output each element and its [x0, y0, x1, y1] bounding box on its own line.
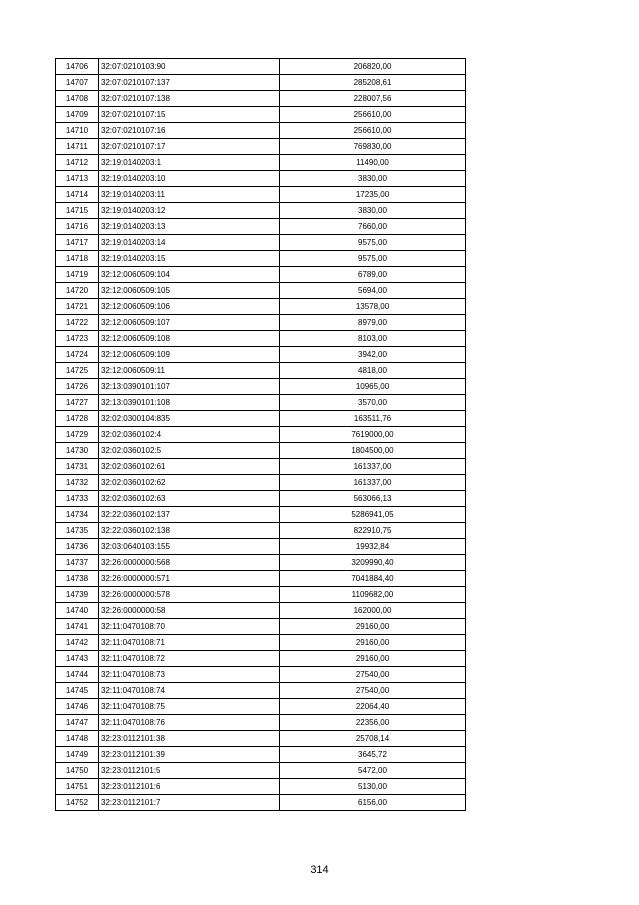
row-number-cell: 14710: [56, 123, 99, 139]
value-cell: 228007,56: [280, 91, 466, 107]
value-cell: 5472,00: [280, 763, 466, 779]
table-row: [56, 459, 466, 475]
row-number-cell: 14739: [56, 587, 99, 603]
table-row: [56, 539, 466, 555]
table-row: [56, 443, 466, 459]
cadastral-number-cell: 32:19:0140203:11: [99, 187, 280, 203]
row-number-cell: 14726: [56, 379, 99, 395]
table-row: [56, 347, 466, 363]
table-row: [56, 555, 466, 571]
row-number-cell: 14748: [56, 731, 99, 747]
table-row: [56, 427, 466, 443]
table-row: [56, 203, 466, 219]
cadastral-number-cell: 32:02:0360102:5: [99, 443, 280, 459]
table-row: [56, 267, 466, 283]
cadastral-number-cell: 32:12:0060509:107: [99, 315, 280, 331]
table-row: [56, 315, 466, 331]
cadastral-number-cell: 32:23:0112101:7: [99, 795, 280, 811]
row-number-cell: 14728: [56, 411, 99, 427]
table-row: [56, 331, 466, 347]
table-row: [56, 651, 466, 667]
table-row: [56, 475, 466, 491]
value-cell: 9575,00: [280, 251, 466, 267]
row-number-cell: 14706: [56, 59, 99, 75]
value-cell: 19932,84: [280, 539, 466, 555]
value-cell: 7660,00: [280, 219, 466, 235]
value-cell: 8103,00: [280, 331, 466, 347]
table-row: [56, 587, 466, 603]
row-number-cell: 14752: [56, 795, 99, 811]
row-number-cell: 14745: [56, 683, 99, 699]
row-number-cell: 14732: [56, 475, 99, 491]
row-number-cell: 14743: [56, 651, 99, 667]
cadastral-number-cell: 32:07:0210107:16: [99, 123, 280, 139]
value-cell: 162000,00: [280, 603, 466, 619]
value-cell: 6156,00: [280, 795, 466, 811]
value-cell: 27540,00: [280, 683, 466, 699]
cadastral-number-cell: 32:07:0210107:17: [99, 139, 280, 155]
table-row: [56, 683, 466, 699]
value-cell: 769830,00: [280, 139, 466, 155]
cadastral-number-cell: 32:19:0140203:14: [99, 235, 280, 251]
value-cell: 822910,75: [280, 523, 466, 539]
value-cell: 285208,61: [280, 75, 466, 91]
row-number-cell: 14711: [56, 139, 99, 155]
table-row: [56, 123, 466, 139]
cadastral-number-cell: 32:26:0000000:578: [99, 587, 280, 603]
row-number-cell: 14735: [56, 523, 99, 539]
table-row: [56, 91, 466, 107]
table-row: [56, 187, 466, 203]
value-cell: 3830,00: [280, 171, 466, 187]
cadastral-number-cell: 32:26:0000000:568: [99, 555, 280, 571]
value-cell: 8979,00: [280, 315, 466, 331]
table-row: [56, 491, 466, 507]
cadastral-number-cell: 32:23:0112101:39: [99, 747, 280, 763]
cadastral-number-cell: 32:12:0060509:106: [99, 299, 280, 315]
cadastral-number-cell: 32:07:0210107:15: [99, 107, 280, 123]
row-number-cell: 14708: [56, 91, 99, 107]
value-cell: 29160,00: [280, 635, 466, 651]
table-row: [56, 635, 466, 651]
row-number-cell: 14715: [56, 203, 99, 219]
value-cell: 17235,00: [280, 187, 466, 203]
cadastral-number-cell: 32:19:0140203:13: [99, 219, 280, 235]
table-row: [56, 571, 466, 587]
value-cell: 5130,00: [280, 779, 466, 795]
table-row: [56, 155, 466, 171]
table-row: [56, 507, 466, 523]
row-number-cell: 14725: [56, 363, 99, 379]
table-row: [56, 283, 466, 299]
row-number-cell: 14744: [56, 667, 99, 683]
table-row: [56, 107, 466, 123]
cadastral-number-cell: 32:12:0060509:11: [99, 363, 280, 379]
cadastral-number-cell: 32:19:0140203:1: [99, 155, 280, 171]
row-number-cell: 14738: [56, 571, 99, 587]
cadastral-number-cell: 32:02:0360102:63: [99, 491, 280, 507]
page-number: 314: [310, 864, 329, 876]
row-number-cell: 14719: [56, 267, 99, 283]
table-row: [56, 171, 466, 187]
table-row: [56, 219, 466, 235]
cadastral-number-cell: 32:13:0390101:108: [99, 395, 280, 411]
row-number-cell: 14746: [56, 699, 99, 715]
cadastral-number-cell: 32:23:0112101:38: [99, 731, 280, 747]
row-number-cell: 14707: [56, 75, 99, 91]
value-cell: 29160,00: [280, 651, 466, 667]
cadastral-number-cell: 32:02:0360102:61: [99, 459, 280, 475]
table-row: [56, 715, 466, 731]
table-row: [56, 251, 466, 267]
value-cell: 9575,00: [280, 235, 466, 251]
row-number-cell: 14741: [56, 619, 99, 635]
value-cell: 163511,76: [280, 411, 466, 427]
value-cell: 161337,00: [280, 459, 466, 475]
table-row: [56, 699, 466, 715]
value-cell: 5286941,05: [280, 507, 466, 523]
cadastral-number-cell: 32:19:0140203:10: [99, 171, 280, 187]
cadastral-number-cell: 32:11:0470108:74: [99, 683, 280, 699]
table-row: [56, 59, 466, 75]
table-row: [56, 299, 466, 315]
cadastral-number-cell: 32:02:0360102:62: [99, 475, 280, 491]
table-row: [56, 667, 466, 683]
cadastral-number-cell: 32:11:0470108:71: [99, 635, 280, 651]
data-table: [55, 58, 466, 811]
row-number-cell: 14727: [56, 395, 99, 411]
table-row: [56, 795, 466, 811]
row-number-cell: 14722: [56, 315, 99, 331]
row-number-cell: 14712: [56, 155, 99, 171]
row-number-cell: 14733: [56, 491, 99, 507]
cadastral-number-cell: 32:26:0000000:571: [99, 571, 280, 587]
value-cell: 206820,00: [280, 59, 466, 75]
value-cell: 6789,00: [280, 267, 466, 283]
cadastral-number-cell: 32:12:0060509:108: [99, 331, 280, 347]
row-number-cell: 14737: [56, 555, 99, 571]
row-number-cell: 14734: [56, 507, 99, 523]
cadastral-number-cell: 32:11:0470108:76: [99, 715, 280, 731]
value-cell: 256610,00: [280, 123, 466, 139]
value-cell: 1804500,00: [280, 443, 466, 459]
cadastral-number-cell: 32:12:0060509:109: [99, 347, 280, 363]
table-row: [56, 379, 466, 395]
value-cell: 563066,13: [280, 491, 466, 507]
value-cell: 7619000,00: [280, 427, 466, 443]
cadastral-number-cell: 32:26:0000000:58: [99, 603, 280, 619]
table-row: [56, 779, 466, 795]
value-cell: 27540,00: [280, 667, 466, 683]
table-row: [56, 523, 466, 539]
value-cell: 1109682,00: [280, 587, 466, 603]
value-cell: 256610,00: [280, 107, 466, 123]
cadastral-number-cell: 32:12:0060509:104: [99, 267, 280, 283]
row-number-cell: 14709: [56, 107, 99, 123]
table-row: [56, 619, 466, 635]
table-row: [56, 731, 466, 747]
row-number-cell: 14749: [56, 747, 99, 763]
cadastral-number-cell: 32:12:0060509:105: [99, 283, 280, 299]
row-number-cell: 14724: [56, 347, 99, 363]
cadastral-number-cell: 32:11:0470108:70: [99, 619, 280, 635]
row-number-cell: 14720: [56, 283, 99, 299]
row-number-cell: 14751: [56, 779, 99, 795]
cadastral-number-cell: 32:22:0360102:138: [99, 523, 280, 539]
cadastral-number-cell: 32:19:0140203:15: [99, 251, 280, 267]
value-cell: 29160,00: [280, 619, 466, 635]
value-cell: 13578,00: [280, 299, 466, 315]
value-cell: 22064,40: [280, 699, 466, 715]
value-cell: 3209990,40: [280, 555, 466, 571]
row-number-cell: 14718: [56, 251, 99, 267]
table-row: [56, 603, 466, 619]
table-row: [56, 395, 466, 411]
cadastral-number-cell: 32:11:0470108:73: [99, 667, 280, 683]
row-number-cell: 14716: [56, 219, 99, 235]
row-number-cell: 14750: [56, 763, 99, 779]
value-cell: 25708,14: [280, 731, 466, 747]
cadastral-number-cell: 32:11:0470108:72: [99, 651, 280, 667]
cadastral-number-cell: 32:23:0112101:6: [99, 779, 280, 795]
row-number-cell: 14730: [56, 443, 99, 459]
table-row: [56, 747, 466, 763]
value-cell: 3645,72: [280, 747, 466, 763]
cadastral-number-cell: 32:22:0360102:137: [99, 507, 280, 523]
value-cell: 3570,00: [280, 395, 466, 411]
table-row: [56, 235, 466, 251]
cadastral-number-cell: 32:07:0210103:90: [99, 59, 280, 75]
cadastral-number-cell: 32:03:0640103:155: [99, 539, 280, 555]
row-number-cell: 14740: [56, 603, 99, 619]
row-number-cell: 14747: [56, 715, 99, 731]
value-cell: 7041884,40: [280, 571, 466, 587]
table-row: [56, 139, 466, 155]
row-number-cell: 14713: [56, 171, 99, 187]
row-number-cell: 14736: [56, 539, 99, 555]
row-number-cell: 14717: [56, 235, 99, 251]
value-cell: 11490,00: [280, 155, 466, 171]
table-row: [56, 763, 466, 779]
cadastral-number-cell: 32:11:0470108:75: [99, 699, 280, 715]
value-cell: 10965,00: [280, 379, 466, 395]
value-cell: 22356,00: [280, 715, 466, 731]
table-body: [56, 59, 466, 811]
value-cell: 161337,00: [280, 475, 466, 491]
value-cell: 5694,00: [280, 283, 466, 299]
value-cell: 3830,00: [280, 203, 466, 219]
row-number-cell: 14723: [56, 331, 99, 347]
cadastral-number-cell: 32:07:0210107:137: [99, 75, 280, 91]
row-number-cell: 14742: [56, 635, 99, 651]
cadastral-number-cell: 32:02:0300104:835: [99, 411, 280, 427]
cadastral-number-cell: 32:13:0390101:107: [99, 379, 280, 395]
cadastral-number-cell: 32:19:0140203:12: [99, 203, 280, 219]
value-cell: 3942,00: [280, 347, 466, 363]
cadastral-number-cell: 32:23:0112101:5: [99, 763, 280, 779]
row-number-cell: 14731: [56, 459, 99, 475]
table-row: [56, 75, 466, 91]
cadastral-number-cell: 32:07:0210107:138: [99, 91, 280, 107]
row-number-cell: 14721: [56, 299, 99, 315]
table-row: [56, 363, 466, 379]
cadastral-number-cell: 32:02:0360102:4: [99, 427, 280, 443]
table-row: [56, 411, 466, 427]
value-cell: 4818,00: [280, 363, 466, 379]
row-number-cell: 14729: [56, 427, 99, 443]
row-number-cell: 14714: [56, 187, 99, 203]
